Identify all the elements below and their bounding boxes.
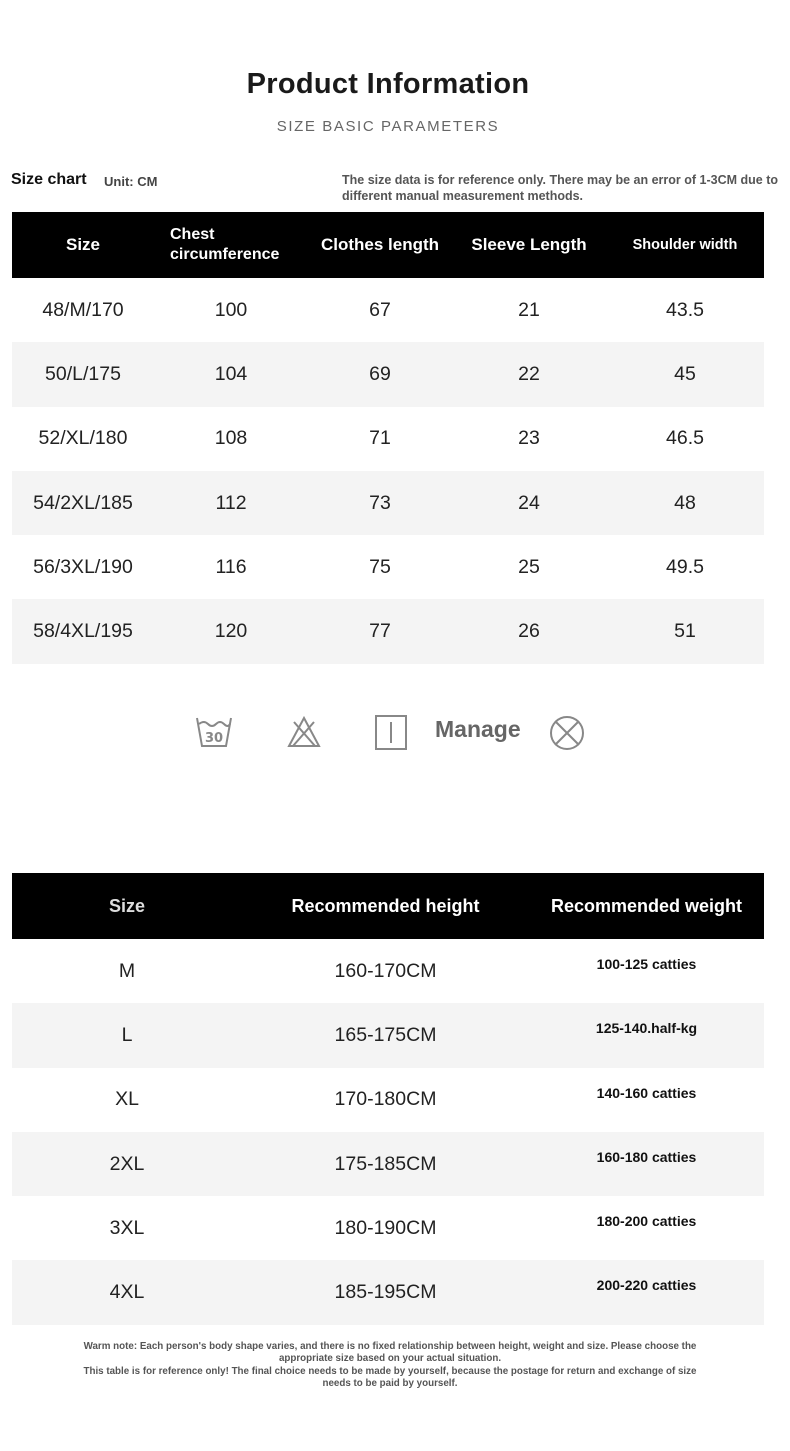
sleeve-cell: 23 <box>518 427 540 450</box>
height-cell: 165-175CM <box>334 1023 437 1046</box>
height-cell: 185-195CM <box>334 1281 437 1304</box>
height-cell: 160-170CM <box>334 959 437 982</box>
sleeve-cell: 22 <box>518 362 540 385</box>
chest-cell: 116 <box>215 555 247 578</box>
sleeve-cell: 24 <box>518 491 540 514</box>
size-chart-label: Size chart <box>11 171 87 188</box>
weight-cell: 140-160 catties <box>596 1084 697 1101</box>
table-row <box>12 471 764 535</box>
page-title: Product Information <box>246 68 530 100</box>
chest-cell: 112 <box>215 491 247 514</box>
sleeve-cell: 26 <box>518 620 540 643</box>
size-cell: 56/3XL/190 <box>33 555 133 578</box>
table-row <box>12 278 764 342</box>
size-cell: 4XL <box>109 1281 145 1304</box>
chest-cell: 120 <box>214 620 248 643</box>
table-row <box>12 535 764 599</box>
height-cell: 170-180CM <box>334 1088 437 1111</box>
weight-cell: 100-125 catties <box>596 956 697 972</box>
size-cell: 48/M/170 <box>42 298 124 321</box>
chest-cell: 104 <box>214 362 248 385</box>
page-subtitle: SIZE BASIC PARAMETERS <box>276 118 500 135</box>
warm-note-line-1: Warm note: Each person's body shape varies, and there is no fixed relationship between height, weight and size. Please choose the appropriate size based on your actual situation. <box>83 1341 697 1365</box>
tumble-dry-icon <box>373 714 409 752</box>
chest-cell: 100 <box>214 298 248 321</box>
shoulder-cell: 51 <box>674 620 696 643</box>
size-table <box>12 212 764 664</box>
size-cell: 3XL <box>109 1216 145 1239</box>
care-label: Manage <box>435 716 521 742</box>
size-cell: 50/L/175 <box>45 362 121 385</box>
recommendation-table <box>12 873 764 1325</box>
col-header-length: Clothes length <box>320 235 440 254</box>
size-cell: 58/4XL/195 <box>33 620 133 643</box>
weight-cell: 200-220 catties <box>596 1277 697 1294</box>
size-cell: L <box>121 1023 133 1046</box>
table-row <box>12 939 764 1003</box>
size-cell: 54/2XL/185 <box>33 491 133 514</box>
unit-label: Unit: CM <box>104 174 158 189</box>
table-row <box>12 1068 764 1132</box>
size-cell: XL <box>115 1088 139 1111</box>
col-header-chest: Chest circumference <box>170 226 280 263</box>
sleeve-cell: 25 <box>518 555 540 578</box>
shoulder-cell: 49.5 <box>666 555 704 578</box>
height-cell: 175-185CM <box>334 1152 437 1175</box>
table-row <box>12 407 764 471</box>
weight-cell: 180-200 catties <box>596 1213 697 1230</box>
no-dry-clean-icon <box>548 714 586 752</box>
table-row <box>12 1196 764 1260</box>
size-cell: 52/XL/180 <box>38 427 128 450</box>
shoulder-cell: 48 <box>674 491 696 514</box>
table-row <box>12 599 764 663</box>
size-cell: M <box>118 959 136 982</box>
wash-temp-label: 30 <box>204 731 224 746</box>
table-row <box>12 342 764 406</box>
chest-cell: 108 <box>214 427 248 450</box>
shoulder-cell: 43.5 <box>666 298 704 321</box>
col-header-shoulder: Shoulder width <box>632 237 738 253</box>
reference-note: The size data is for reference only. There may be an error of 1-3CM due to different manual measurement methods. <box>342 173 778 203</box>
sleeve-cell: 21 <box>518 298 540 321</box>
table-row <box>12 1003 764 1067</box>
col-header-size: Size <box>108 895 146 916</box>
table-row <box>12 1132 764 1196</box>
col-header-height: Recommended height <box>291 895 480 916</box>
recommendation-table-header <box>12 873 764 939</box>
table-row <box>12 1260 764 1324</box>
shoulder-cell: 46.5 <box>666 427 704 450</box>
weight-cell: 125-140.half-kg <box>595 1020 698 1037</box>
length-cell: 69 <box>369 362 391 385</box>
shoulder-cell: 45 <box>674 362 696 385</box>
height-cell: 180-190CM <box>334 1216 437 1239</box>
length-cell: 73 <box>369 491 391 514</box>
col-header-sleeve: Sleeve Length <box>471 235 587 254</box>
length-cell: 67 <box>369 298 391 321</box>
col-header-size: Size <box>65 235 101 254</box>
length-cell: 71 <box>369 427 391 450</box>
col-header-weight: Recommended weight <box>550 895 743 916</box>
length-cell: 75 <box>369 555 391 578</box>
warm-note-line-2: This table is for reference only! The final choice needs to be made by yourself, because the postage for return and exchange of size needs to be paid by yourself. <box>83 1365 697 1389</box>
wash-30-icon <box>194 714 234 750</box>
size-cell: 2XL <box>109 1152 145 1175</box>
no-bleach-icon <box>286 714 322 750</box>
weight-cell: 160-180 catties <box>596 1148 697 1165</box>
length-cell: 77 <box>369 620 391 643</box>
warm-note <box>70 1341 710 1390</box>
size-table-header <box>12 212 764 278</box>
